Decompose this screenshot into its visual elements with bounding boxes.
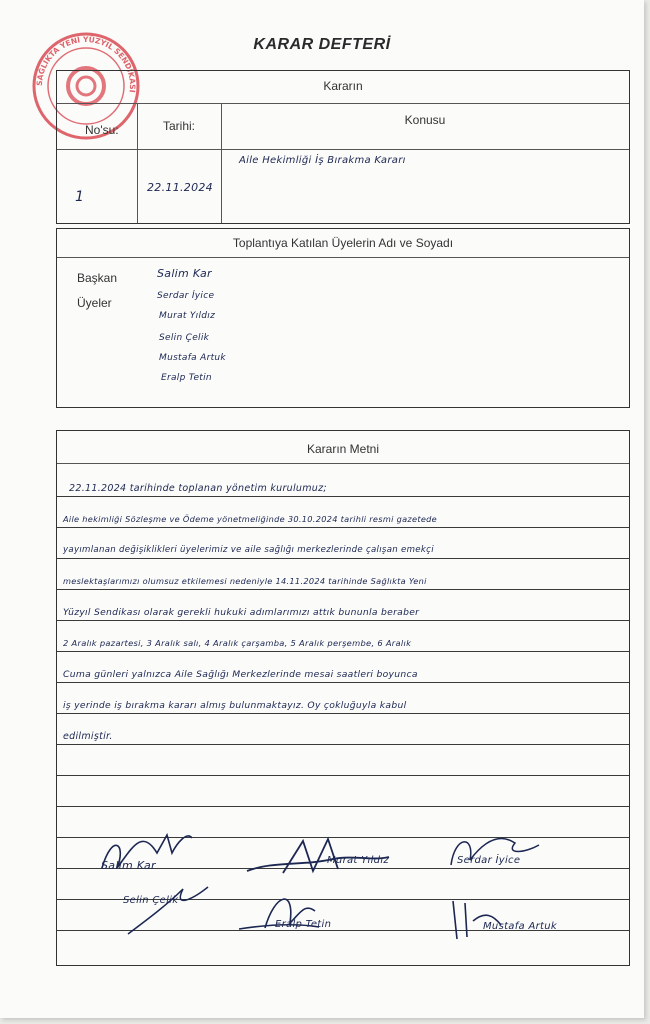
signature-6-mark: [445, 891, 505, 941]
signature-4-name: Selin Çelik: [123, 895, 179, 906]
text-line-3: yayımlanan değişiklikleri üyelerimiz ve aile sağlığı merkezlerinde çalışan emekçi: [63, 545, 434, 555]
decision-text-section: [56, 430, 630, 966]
signature-3-mark: [445, 825, 545, 875]
decision-text-header: Kararın Metni: [306, 442, 380, 456]
signature-1-name: Salim Kar: [101, 859, 156, 872]
text-line-5: Yüzyıl Sendikası olarak gerekli hukuki adımlarımızı attık bununla beraber: [63, 607, 420, 618]
text-line-2: Aile hekimliği Sözleşme ve Ödeme yönetmeliğinde 30.10.2024 tarihli resmi gazetede: [63, 514, 438, 524]
stamp-text: SAĞLIKTA YENİ YÜZYIL SENDİKASI: [34, 34, 138, 94]
attendees-section: [56, 228, 630, 408]
decision-table: [56, 70, 630, 224]
row-date: 22.11.2024: [147, 181, 213, 194]
chair-name: Salim Kar: [157, 267, 212, 280]
text-line-8: iş yerinde iş bırakma kararı almış bulunmaktayız. Oy çokluğuyla kabul: [63, 700, 407, 711]
row-subject: Aile Hekimliği İş Bırakma Kararı: [239, 155, 406, 166]
col-subject-label: Konusu: [404, 113, 446, 127]
signature-5-name: Eralp Tetin: [275, 919, 332, 930]
member-4: Mustafa Artuk: [159, 353, 226, 363]
text-line-1: 22.11.2024 tarihinde toplanan yönetim kurulumuz;: [69, 483, 327, 494]
signature-4-mark: [123, 879, 213, 939]
attendees-header: Toplantıya Katılan Üyelerin Adı ve Soyadı: [232, 236, 454, 250]
col-date-label: Tarihi:: [163, 119, 196, 133]
members-label: Üyeler: [77, 296, 112, 310]
signature-3-name: Serdar İyice: [457, 855, 521, 866]
member-1: Serdar İyice: [157, 291, 215, 301]
member-3: Selin Çelik: [159, 333, 210, 343]
col-no-label: No'su:: [85, 123, 119, 137]
signature-6-name: Mustafa Artuk: [483, 921, 557, 932]
signature-2-name: Murat Yıldız: [327, 855, 389, 866]
member-5: Eralp Tetin: [161, 373, 212, 383]
signature-1-mark: [97, 823, 197, 883]
text-line-6: 2 Aralık pazartesi, 3 Aralık salı, 4 Aralık çarşamba, 5 Aralık perşembe, 6 Aralık: [63, 638, 412, 648]
page-title: KARAR DEFTERİ: [253, 36, 391, 53]
text-line-9: edilmiştir.: [63, 731, 113, 742]
text-line-4: meslektaşlarımızı olumsuz etkilemesi nedeniyle 14.11.2024 tarihinde Sağlıkta Yeni: [63, 576, 427, 586]
row-no: 1: [75, 189, 85, 205]
chair-label: Başkan: [77, 271, 118, 285]
decision-header: Kararın: [323, 79, 363, 93]
member-2: Murat Yıldız: [159, 311, 216, 321]
text-line-7: Cuma günleri yalnızca Aile Sağlığı Merkezlerinde mesai saatleri boyunca: [63, 669, 418, 680]
